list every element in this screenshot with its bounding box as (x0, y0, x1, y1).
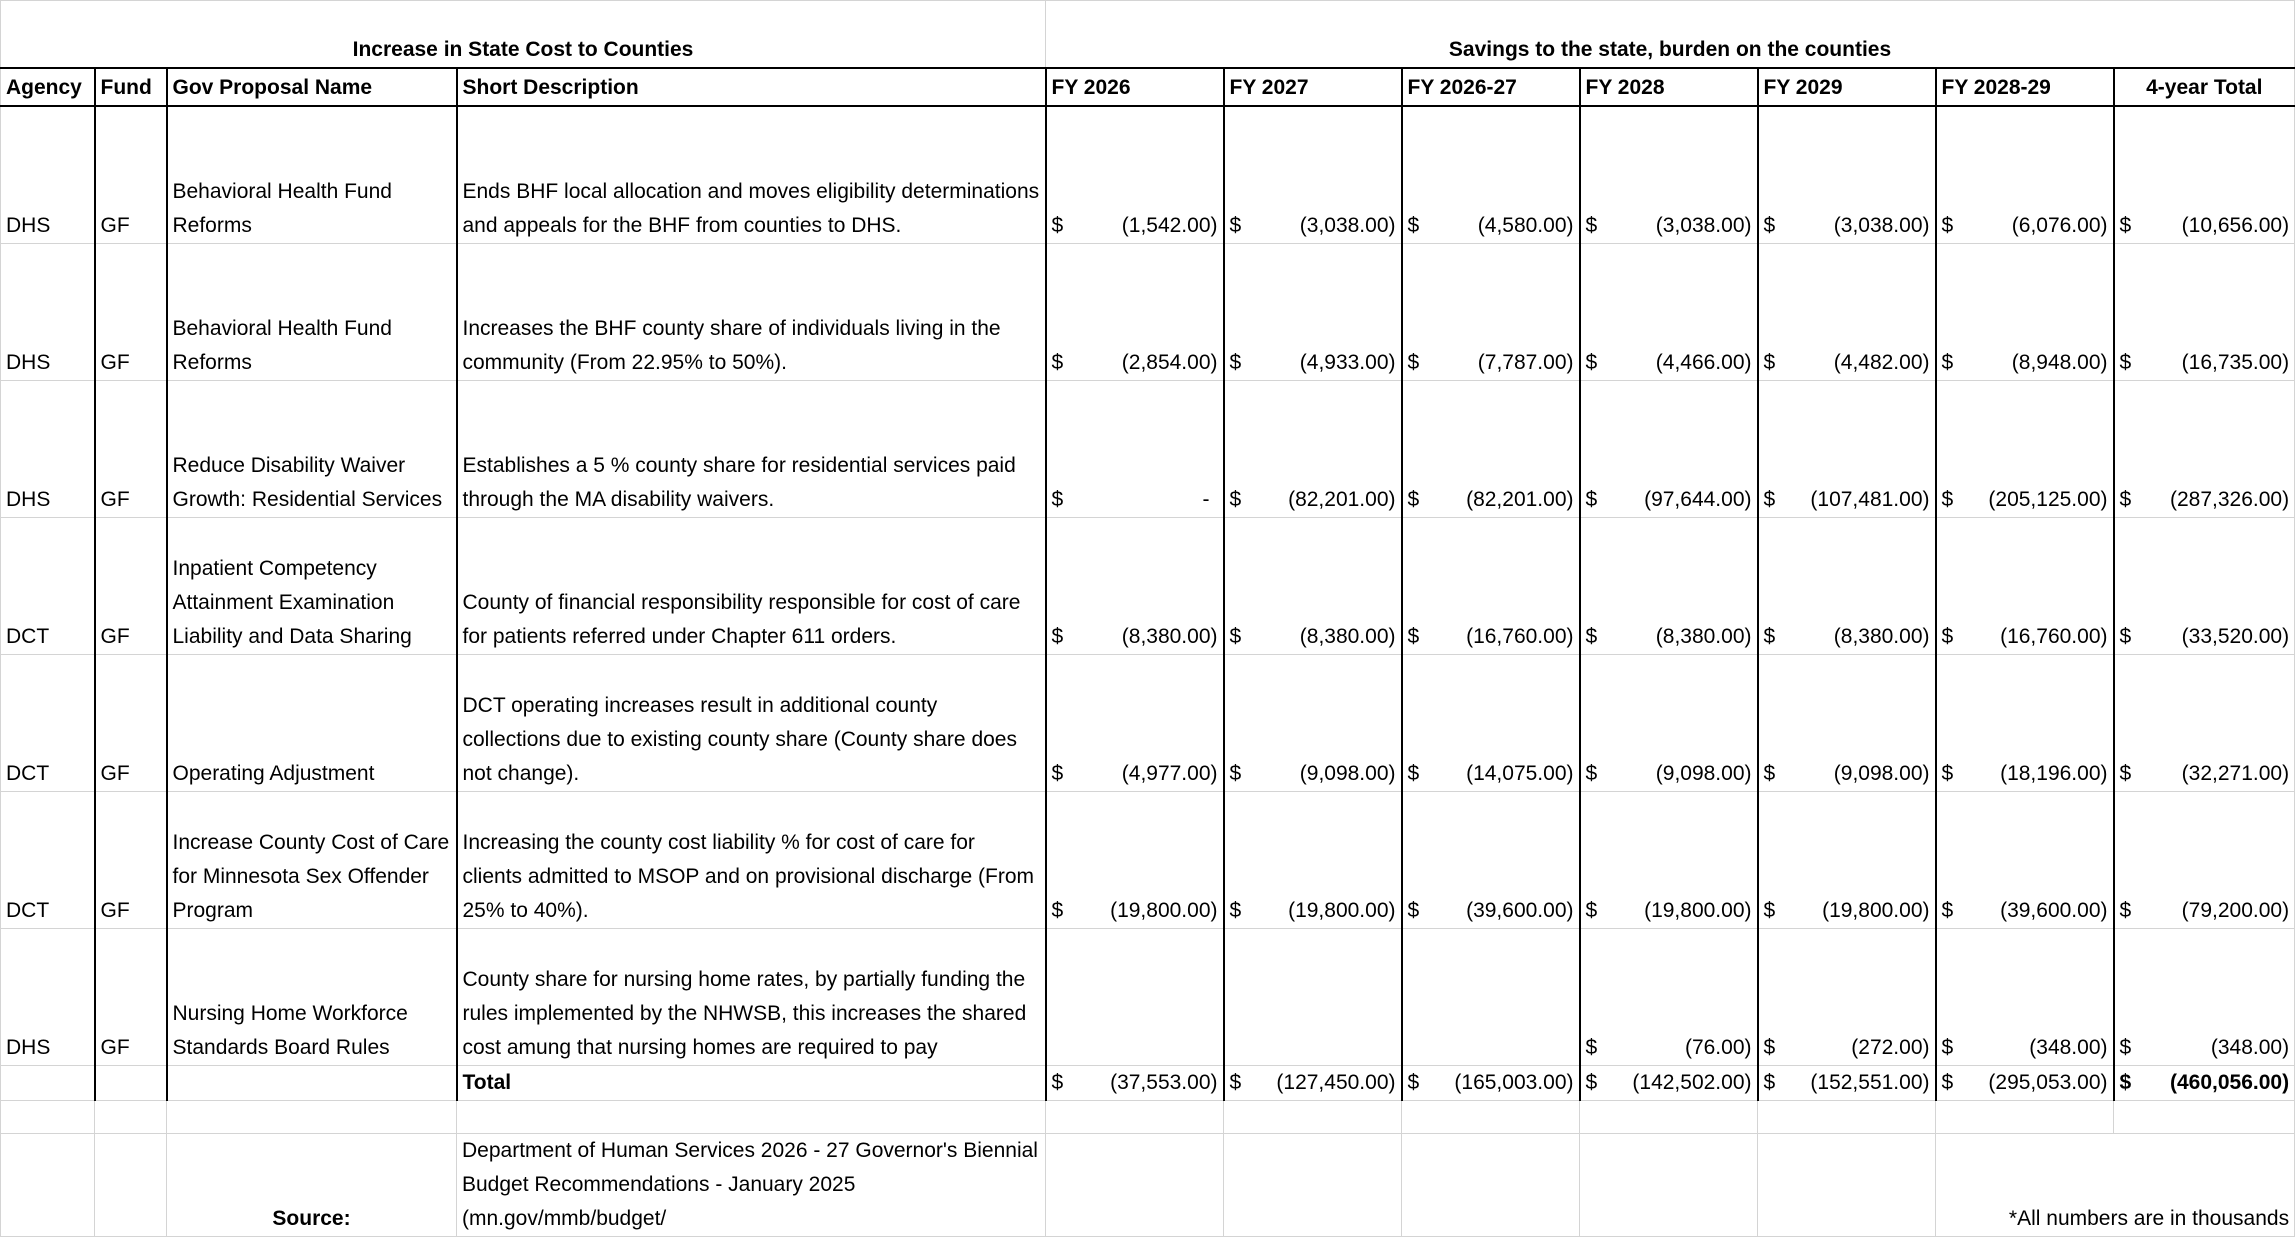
total-fy2027: $ (127,450.00) (1224, 1066, 1402, 1101)
amount-cell-fy2026: $ (8,380.00) (1046, 518, 1224, 655)
total-4yr: $ (460,056.00) (2114, 1066, 2295, 1101)
table-row (1, 106, 2295, 244)
fund-cell: GF (95, 655, 167, 792)
amount-cell-fy2027: $ (4,933.00) (1224, 244, 1402, 381)
fund-cell: GF (95, 381, 167, 518)
col-header-4yr-total: 4-year Total (2114, 68, 2295, 106)
col-header-description: Short Description (457, 68, 1046, 106)
col-header-fy2028: FY 2028 (1580, 68, 1758, 106)
source-row (1, 1134, 2295, 1237)
source-text: Department of Human Services 2026 - 27 Governor's Biennial Budget Recommendations - January 2025 (mn.gov/mmb/budget/ (457, 1134, 1046, 1237)
amount-cell-fy2026-27: $ (39,600.00) (1402, 792, 1580, 929)
left-group-title: Increase in State Cost to Counties (1, 1, 1046, 69)
proposal-cell: Inpatient Competency Attainment Examination Liability and Data Sharing (167, 518, 457, 655)
amount-cell-fy2029: $ (8,380.00) (1758, 518, 1936, 655)
amount-cell-fy2026: $ - (1046, 381, 1224, 518)
total-fy2028-29: $ (295,053.00) (1936, 1066, 2114, 1101)
group-header-row (1, 1, 2295, 69)
amount-cell-total: $ (32,271.00) (2114, 655, 2295, 792)
amount-cell-fy2026-27: $ (14,075.00) (1402, 655, 1580, 792)
col-header-fy2028-29: FY 2028-29 (1936, 68, 2114, 106)
amount-cell-fy2026-27: $ (82,201.00) (1402, 381, 1580, 518)
amount-cell-fy2026-27: $ (4,580.00) (1402, 106, 1580, 244)
amount-cell-fy2029: $ (3,038.00) (1758, 106, 1936, 244)
col-header-fy2026: FY 2026 (1046, 68, 1224, 106)
col-header-fy2027: FY 2027 (1224, 68, 1402, 106)
amount-cell-fy2026: $ (4,977.00) (1046, 655, 1224, 792)
amount-cell-fy2026 (1046, 929, 1224, 1066)
amount-cell-fy2028-29: $ (6,076.00) (1936, 106, 2114, 244)
amount-cell-fy2027: $ (19,800.00) (1224, 792, 1402, 929)
amount-cell-fy2028-29: $ (16,760.00) (1936, 518, 2114, 655)
agency-cell: DCT (1, 655, 95, 792)
blank-row (1, 1101, 2295, 1134)
description-cell: County share for nursing home rates, by partially funding the rules implemented by the NHWSB, this increases the shared cost amung that nursing homes are required to pay (457, 929, 1046, 1066)
agency-cell: DHS (1, 244, 95, 381)
thousands-note: *All numbers are in thousands (1936, 1134, 2295, 1237)
amount-cell-fy2026: $ (2,854.00) (1046, 244, 1224, 381)
amount-cell-fy2028: $ (3,038.00) (1580, 106, 1758, 244)
totals-label: Total (457, 1066, 1046, 1101)
amount-cell-fy2029: $ (4,482.00) (1758, 244, 1936, 381)
col-header-agency: Agency (1, 68, 95, 106)
amount-cell-fy2026-27: $ (7,787.00) (1402, 244, 1580, 381)
column-header-row (1, 68, 2295, 106)
proposal-cell: Increase County Cost of Care for Minnesota Sex Offender Program (167, 792, 457, 929)
col-header-fund: Fund (95, 68, 167, 106)
amount-cell-fy2028-29: $ (348.00) (1936, 929, 2114, 1066)
description-cell: Ends BHF local allocation and moves eligibility determinations and appeals for the BHF from counties to DHS. (457, 106, 1046, 244)
description-cell: Increases the BHF county share of individuals living in the community (From 22.95% to 50%). (457, 244, 1046, 381)
fund-cell: GF (95, 792, 167, 929)
amount-cell-fy2028-29: $ (39,600.00) (1936, 792, 2114, 929)
amount-cell-fy2028: $ (9,098.00) (1580, 655, 1758, 792)
amount-cell-fy2027 (1224, 929, 1402, 1066)
amount-cell-fy2027: $ (82,201.00) (1224, 381, 1402, 518)
amount-cell-fy2028: $ (8,380.00) (1580, 518, 1758, 655)
agency-cell: DHS (1, 929, 95, 1066)
amount-cell-total: $ (33,520.00) (2114, 518, 2295, 655)
agency-cell: DCT (1, 792, 95, 929)
amount-cell-fy2028: $ (4,466.00) (1580, 244, 1758, 381)
col-header-fy2026-27: FY 2026-27 (1402, 68, 1580, 106)
amount-cell-fy2028: $ (76.00) (1580, 929, 1758, 1066)
amount-cell-fy2026-27 (1402, 929, 1580, 1066)
amount-cell-fy2029: $ (272.00) (1758, 929, 1936, 1066)
proposal-cell: Reduce Disability Waiver Growth: Residential Services (167, 381, 457, 518)
amount-cell-total: $ (287,326.00) (2114, 381, 2295, 518)
agency-cell: DHS (1, 381, 95, 518)
amount-cell-fy2029: $ (9,098.00) (1758, 655, 1936, 792)
amount-cell-total: $ (348.00) (2114, 929, 2295, 1066)
proposal-cell: Behavioral Health Fund Reforms (167, 106, 457, 244)
source-label: Source: (167, 1134, 457, 1237)
amount-cell-fy2026: $ (19,800.00) (1046, 792, 1224, 929)
description-cell: DCT operating increases result in additional county collections due to existing county share (County share does not change). (457, 655, 1046, 792)
amount-cell-fy2028-29: $ (205,125.00) (1936, 381, 2114, 518)
totals-row (1, 1066, 2295, 1101)
fund-cell: GF (95, 106, 167, 244)
total-fy2026-27: $ (165,003.00) (1402, 1066, 1580, 1101)
amount-cell-fy2027: $ (8,380.00) (1224, 518, 1402, 655)
total-fy2028: $ (142,502.00) (1580, 1066, 1758, 1101)
amount-cell-total: $ (10,656.00) (2114, 106, 2295, 244)
total-fy2026: $ (37,553.00) (1046, 1066, 1224, 1101)
col-header-proposal: Gov Proposal Name (167, 68, 457, 106)
total-fy2029: $ (152,551.00) (1758, 1066, 1936, 1101)
table-row (1, 518, 2295, 655)
proposal-cell: Operating Adjustment (167, 655, 457, 792)
amount-cell-fy2026: $ (1,542.00) (1046, 106, 1224, 244)
amount-cell-fy2026-27: $ (16,760.00) (1402, 518, 1580, 655)
amount-cell-fy2028-29: $ (18,196.00) (1936, 655, 2114, 792)
table-row (1, 381, 2295, 518)
fund-cell: GF (95, 518, 167, 655)
agency-cell: DCT (1, 518, 95, 655)
table-row (1, 244, 2295, 381)
amount-cell-fy2029: $ (107,481.00) (1758, 381, 1936, 518)
description-cell: County of financial responsibility responsible for cost of care for patients referred under Chapter 611 orders. (457, 518, 1046, 655)
col-header-fy2029: FY 2029 (1758, 68, 1936, 106)
amount-cell-fy2027: $ (9,098.00) (1224, 655, 1402, 792)
fund-cell: GF (95, 244, 167, 381)
fund-cell: GF (95, 929, 167, 1066)
right-group-title: Savings to the state, burden on the counties (1046, 1, 2295, 69)
proposal-cell: Behavioral Health Fund Reforms (167, 244, 457, 381)
amount-cell-fy2027: $ (3,038.00) (1224, 106, 1402, 244)
amount-cell-total: $ (16,735.00) (2114, 244, 2295, 381)
amount-cell-fy2029: $ (19,800.00) (1758, 792, 1936, 929)
amount-cell-fy2028: $ (19,800.00) (1580, 792, 1758, 929)
amount-cell-total: $ (79,200.00) (2114, 792, 2295, 929)
proposal-cell: Nursing Home Workforce Standards Board Rules (167, 929, 457, 1066)
amount-cell-fy2028: $ (97,644.00) (1580, 381, 1758, 518)
amount-cell-fy2028-29: $ (8,948.00) (1936, 244, 2114, 381)
description-cell: Increasing the county cost liability % for cost of care for clients admitted to MSOP and on provisional discharge (From 25% to 40%). (457, 792, 1046, 929)
table-row (1, 655, 2295, 792)
description-cell: Establishes a 5 % county share for residential services paid through the MA disability waivers. (457, 381, 1046, 518)
agency-cell: DHS (1, 106, 95, 244)
table-row (1, 929, 2295, 1066)
table-row (1, 792, 2295, 929)
